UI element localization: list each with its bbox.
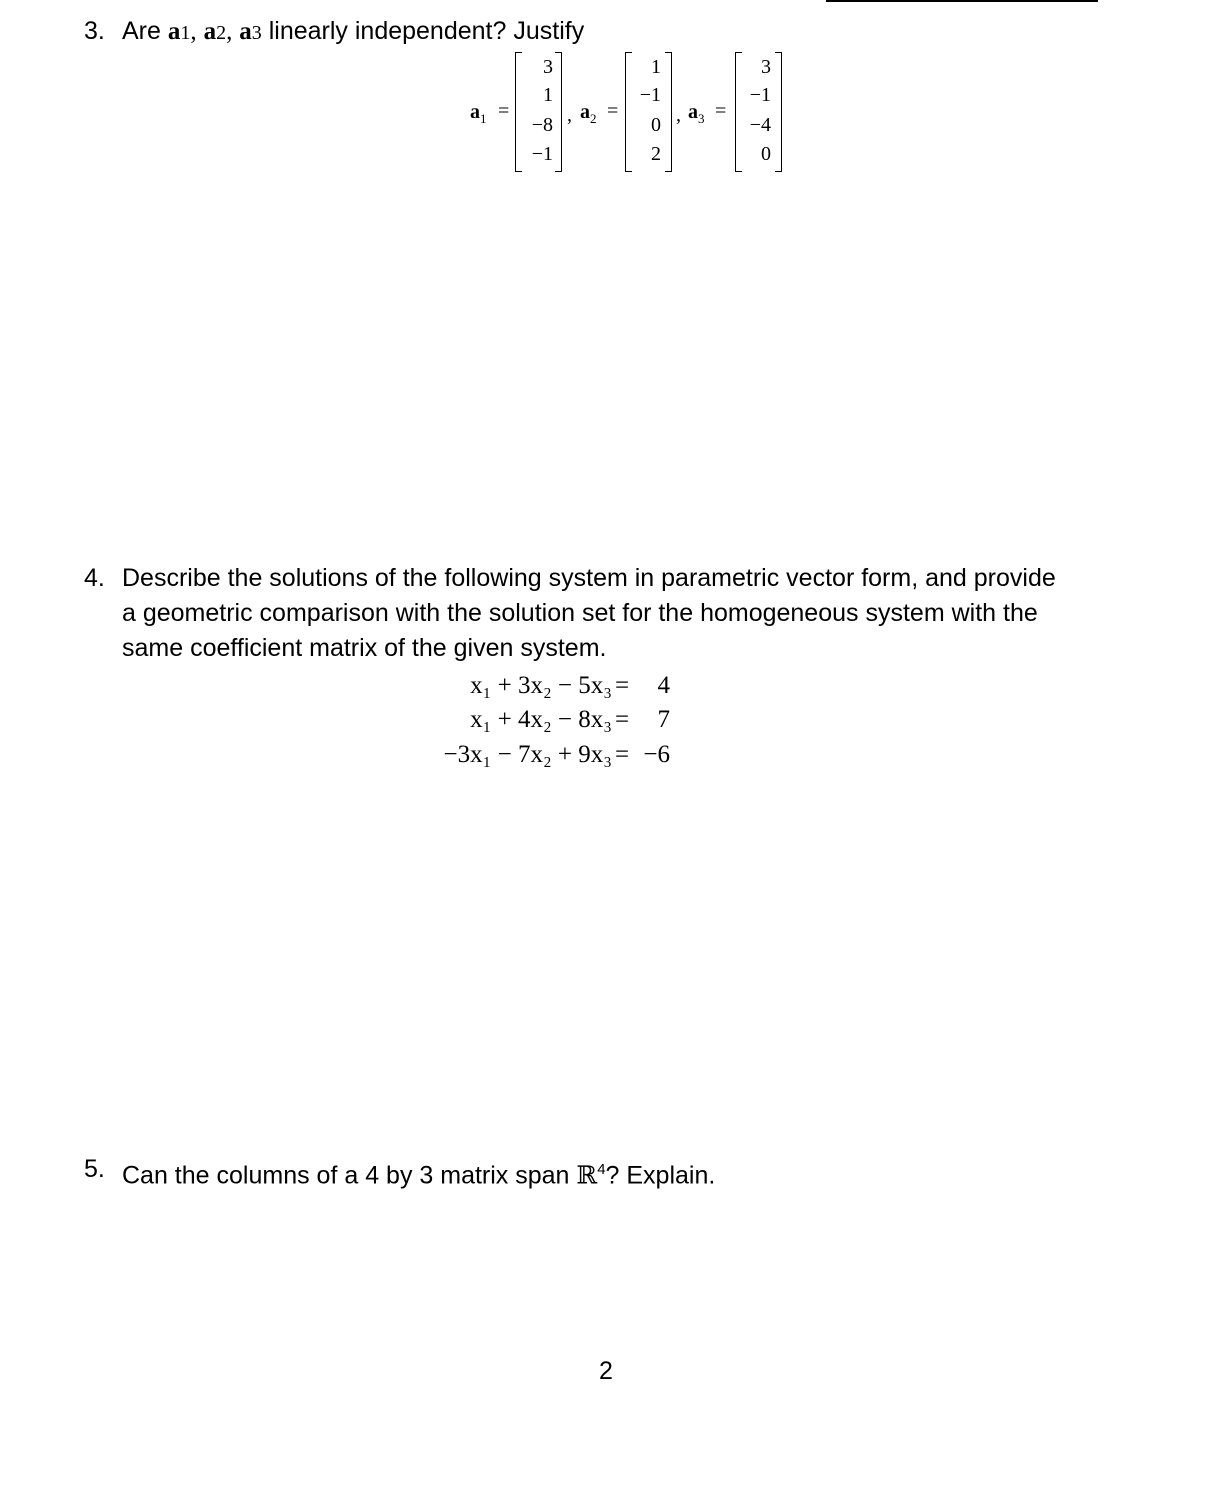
question-5-number: 5. [84,1155,105,1183]
equation-lhs: x₁ + 3x₂ − 5x₃ [470,672,612,699]
question-5-text [122,1152,715,1193]
vector-a1-equals: = [498,100,510,122]
vector-a2-equals: = [607,100,619,122]
equation-lhs: −3x₁ − 7x₂ + 9x₃ [443,741,612,768]
question-4-number: 4. [84,564,105,592]
question-4-line: Describe the solutions of the following system in parametric vector form, and provide [122,564,1056,592]
vector-a1-entry: −1 [531,143,553,165]
vector-comma: , [567,104,572,126]
vector-a1-name: a [470,101,480,123]
equation-lhs: x₁ + 4x₂ − 8x₃ [470,706,612,733]
vector-a3-subscript: 3 [251,22,262,44]
question-3-number: 3. [84,17,105,45]
equation-equals: = [615,706,630,733]
equation-row [400,705,672,735]
vector-a2-name: a [580,101,590,123]
vector-a2-entry: −1 [639,84,661,106]
vector-a3-name: a [688,101,698,123]
vector-a3-equals: = [715,100,727,122]
vector-a1-right-bracket [555,52,562,172]
vector-a2-right-bracket [665,52,672,172]
vector-a1-sub: 1 [480,111,487,126]
question-4-line: a geometric comparison with the solution set for the homogeneous system with the [122,599,1038,627]
separator-1: , [190,18,197,45]
vector-a2-entry: 0 [651,114,661,136]
separator-2: , [226,18,233,45]
vector-a1-subscript: 1 [180,22,191,44]
question-3-prefix: Are [122,17,161,45]
vector-comma: , [676,104,681,126]
vector-a1-label [470,101,487,127]
question-5-text-before: Can the columns of a 4 by 3 matrix span [122,1161,577,1190]
equation-equals: = [615,672,630,699]
equation-rhs: 7 [657,706,670,733]
equation-row [400,671,672,701]
question-5-text-after: ? Explain. [605,1161,716,1190]
vector-a3-entry: 3 [761,56,771,78]
vector-a3-letter: a [239,18,252,45]
vector-a3-entry: −1 [749,84,771,106]
vector-a2-entry: 1 [651,56,661,78]
vector-a1-entry: −8 [531,114,553,136]
vector-a2-sub: 2 [590,111,597,126]
equation-equals: = [615,741,630,768]
vector-a2-letter: a [203,18,217,45]
vector-a3-label [688,101,705,127]
vector-a1-entry: 3 [543,56,553,78]
vector-a2-entry: 2 [651,143,661,165]
vector-a1-entry: 1 [543,84,553,106]
question-4 [84,561,1184,671]
vector-a2-subscript: 2 [216,22,227,44]
question-3-suffix: linearly independent? Justify [268,17,585,45]
vector-a1-letter: a [167,18,181,45]
page-number: 2 [599,1357,613,1385]
equation-rhs: −6 [643,741,670,768]
question-5 [84,1152,1184,1188]
question-4-line: same coefficient matrix of the given system. [122,634,607,662]
vector-a3-sub: 3 [698,111,705,126]
vector-a2-label [580,101,597,127]
vector-a3-entry: −4 [749,114,771,136]
real-space-symbol: ℝ [576,1162,598,1190]
vector-a3-entry: 0 [761,143,771,165]
real-space-exponent: 4 [597,1161,606,1178]
equation-rhs: 4 [657,672,670,699]
equation-row [400,740,672,770]
vector-a3-right-bracket [775,52,782,172]
vector-display [0,0,1216,200]
